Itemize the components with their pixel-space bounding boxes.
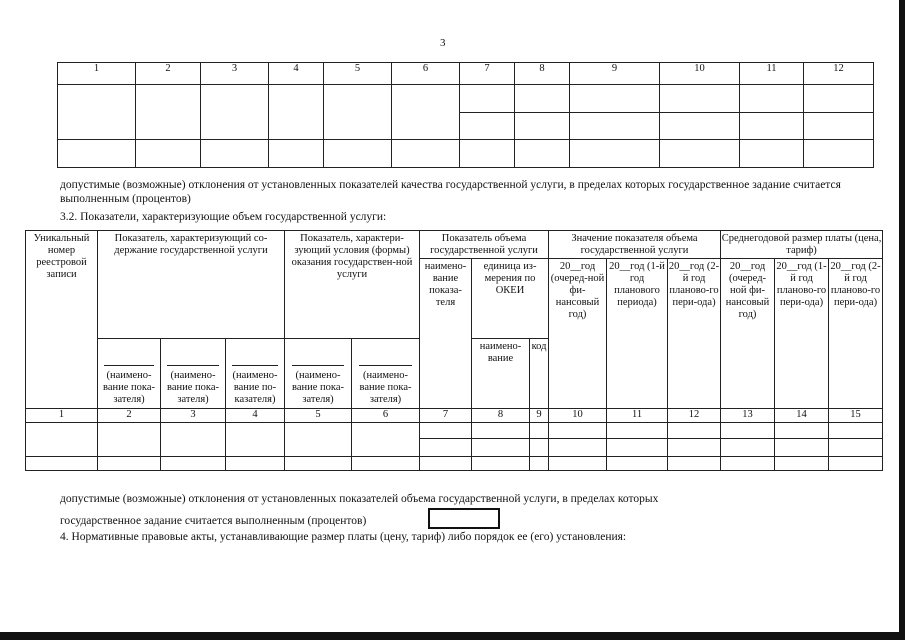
section-3-2-heading: 3.2. Показатели, характеризующие объем государственной услуги: <box>60 211 387 223</box>
table-cell[interactable] <box>515 113 570 140</box>
table-cell[interactable] <box>392 140 460 168</box>
table-cell[interactable] <box>472 439 530 457</box>
table1-col-number: 9 <box>570 63 660 85</box>
table2-col-number: 5 <box>285 409 352 423</box>
table2-col-number: 9 <box>530 409 549 423</box>
table-cell[interactable] <box>161 423 226 457</box>
table-cell[interactable] <box>607 439 668 457</box>
table-cell[interactable] <box>420 457 472 471</box>
header-sub-indicator-name: (наимено-вание пока-зателя) <box>285 339 352 409</box>
header-year-current: 20__год (очеред-ной фи-нансовый год) <box>549 259 607 409</box>
table-cell[interactable] <box>98 457 161 471</box>
header-indicator-name: наимено-вание показа-теля <box>420 259 472 409</box>
table-cell[interactable] <box>285 457 352 471</box>
table-cell[interactable] <box>269 85 324 140</box>
table2-col-number: 10 <box>549 409 607 423</box>
table-cell[interactable] <box>804 85 874 113</box>
table1-col-number: 3 <box>201 63 269 85</box>
table1-col-number: 10 <box>660 63 740 85</box>
table1-col-number: 8 <box>515 63 570 85</box>
table2-col-number: 7 <box>420 409 472 423</box>
header-fee-year-first-plan: 20__год (1-й год планово-го пери-ода) <box>775 259 829 409</box>
table1-col-number: 12 <box>804 63 874 85</box>
header-unit-okei: единица из-мерения по ОКЕИ <box>472 259 549 339</box>
table2-col-number: 15 <box>829 409 883 423</box>
table-cell[interactable] <box>530 439 549 457</box>
header-fee-year-current: 20__год (очеред-ной фи-нансовый год) <box>721 259 775 409</box>
table2-col-number: 12 <box>668 409 721 423</box>
section-4-heading: 4. Нормативные правовые акты, устанавливающие размер платы (цену, тариф) либо порядок ее (его) установления: <box>60 531 627 543</box>
quality-deviation-text: допустимые (возможные) отклонения от установленных показателей качества государственной услуги, в пределах которых государственное задание считается выполненным (процентов) <box>60 179 841 205</box>
table-cell[interactable] <box>570 85 660 113</box>
table2-col-number: 2 <box>98 409 161 423</box>
table-cell[interactable] <box>324 85 392 140</box>
table-cell[interactable] <box>515 85 570 113</box>
table-cell[interactable] <box>58 85 136 140</box>
table-cell[interactable] <box>775 439 829 457</box>
table-cell[interactable] <box>226 457 285 471</box>
table-cell[interactable] <box>549 439 607 457</box>
table-cell[interactable] <box>549 423 607 439</box>
table-cell[interactable] <box>420 423 472 439</box>
table-cell[interactable] <box>660 85 740 113</box>
header-average-fee: Среднегодовой размер платы (цена, тариф) <box>721 231 883 259</box>
header-content-indicator: Показатель, характеризующий со-держание государственной услуги <box>98 231 285 339</box>
table1-col-number: 1 <box>58 63 136 85</box>
table-cell[interactable] <box>829 439 883 457</box>
table-cell[interactable] <box>804 140 874 168</box>
table-cell[interactable] <box>775 423 829 439</box>
header-sub-indicator-name: (наимено-вание пока-зателя) <box>161 339 226 409</box>
table-cell[interactable] <box>804 113 874 140</box>
header-sub-indicator-name: (наимено-вание пока-зателя) <box>98 339 161 409</box>
scan-edge-bottom <box>0 632 905 640</box>
table-cell[interactable] <box>269 140 324 168</box>
quality-indicators-table <box>57 62 874 168</box>
table-cell[interactable] <box>668 423 721 439</box>
header-year-first-plan: 20__год (1-й год планового периода) <box>607 259 668 409</box>
table2-col-number: 13 <box>721 409 775 423</box>
header-conditions-indicator: Показатель, характери-зующий условия (формы) оказания государствен-ной услуги <box>285 231 420 339</box>
table-cell[interactable] <box>530 457 549 471</box>
table-cell[interactable] <box>161 457 226 471</box>
table-cell[interactable] <box>136 140 201 168</box>
header-unit-code: код <box>530 339 549 409</box>
volume-deviation-text-line1: допустимые (возможные) отклонения от установленных показателей объема государственной услуги, в пределах которых <box>60 493 659 505</box>
table2-col-number: 14 <box>775 409 829 423</box>
table-cell[interactable] <box>570 140 660 168</box>
table2-col-number: 11 <box>607 409 668 423</box>
table-cell[interactable] <box>530 423 549 439</box>
header-year-second-plan: 20__год (2-й год планово-го пери-ода) <box>668 259 721 409</box>
table-cell[interactable] <box>570 113 660 140</box>
table-cell[interactable] <box>136 85 201 140</box>
scan-edge-right <box>899 0 905 640</box>
page-number: 3 <box>440 37 446 49</box>
table-cell[interactable] <box>775 457 829 471</box>
volume-deviation-text-line2: государственное задание считается выполненным (процентов) <box>60 515 367 527</box>
table1-col-number: 6 <box>392 63 460 85</box>
table-cell[interactable] <box>740 140 804 168</box>
table-cell[interactable] <box>460 113 515 140</box>
header-sub-indicator-name: (наимено-вание пока-зателя) <box>352 339 420 409</box>
table-cell[interactable] <box>26 457 98 471</box>
table2-col-number: 1 <box>26 409 98 423</box>
table-cell[interactable] <box>285 423 352 457</box>
table-cell[interactable] <box>549 457 607 471</box>
header-sub-indicator-name: (наимено-вание по-казателя) <box>226 339 285 409</box>
header-unique-number: Уникальный номер реестровой записи <box>26 231 98 409</box>
table-cell[interactable] <box>352 423 420 457</box>
table-cell[interactable] <box>420 439 472 457</box>
table-cell[interactable] <box>515 140 570 168</box>
header-volume-value: Значение показателя объема государственной услуги <box>549 231 721 259</box>
table-cell[interactable] <box>324 140 392 168</box>
table2-col-number: 3 <box>161 409 226 423</box>
table-cell[interactable] <box>460 140 515 168</box>
table-cell[interactable] <box>472 457 530 471</box>
table-cell[interactable] <box>226 423 285 457</box>
table1-col-number: 11 <box>740 63 804 85</box>
table-cell[interactable] <box>829 423 883 439</box>
table1-col-number: 4 <box>269 63 324 85</box>
table-cell[interactable] <box>607 423 668 439</box>
table-cell[interactable] <box>660 140 740 168</box>
table1-col-number: 5 <box>324 63 392 85</box>
header-unit-name: наимено-вание <box>472 339 530 409</box>
table-cell[interactable] <box>607 457 668 471</box>
table1-col-number: 2 <box>136 63 201 85</box>
table-cell[interactable] <box>668 439 721 457</box>
table-cell[interactable] <box>721 457 775 471</box>
table-cell[interactable] <box>352 457 420 471</box>
table-cell[interactable] <box>660 113 740 140</box>
table-cell[interactable] <box>668 457 721 471</box>
table1-col-number: 7 <box>460 63 515 85</box>
table-cell[interactable] <box>26 423 98 457</box>
table-cell[interactable] <box>721 439 775 457</box>
header-volume-indicator: Показатель объема государственной услуги <box>420 231 549 259</box>
table-cell[interactable] <box>58 140 136 168</box>
table-cell[interactable] <box>98 423 161 457</box>
table-cell[interactable] <box>740 85 804 113</box>
table-cell[interactable] <box>201 85 269 140</box>
table2-col-number: 4 <box>226 409 285 423</box>
header-fee-year-second-plan: 20__год (2-й год планово-го пери-ода) <box>829 259 883 409</box>
table-cell[interactable] <box>460 85 515 113</box>
volume-deviation-percent-box[interactable] <box>428 508 500 529</box>
table-cell[interactable] <box>201 140 269 168</box>
table-cell[interactable] <box>740 113 804 140</box>
table-cell[interactable] <box>472 423 530 439</box>
table2-col-number: 8 <box>472 409 530 423</box>
table2-col-number: 6 <box>352 409 420 423</box>
table-cell[interactable] <box>392 85 460 140</box>
volume-indicators-table <box>25 230 883 471</box>
table-cell[interactable] <box>829 457 883 471</box>
table-cell[interactable] <box>721 423 775 439</box>
